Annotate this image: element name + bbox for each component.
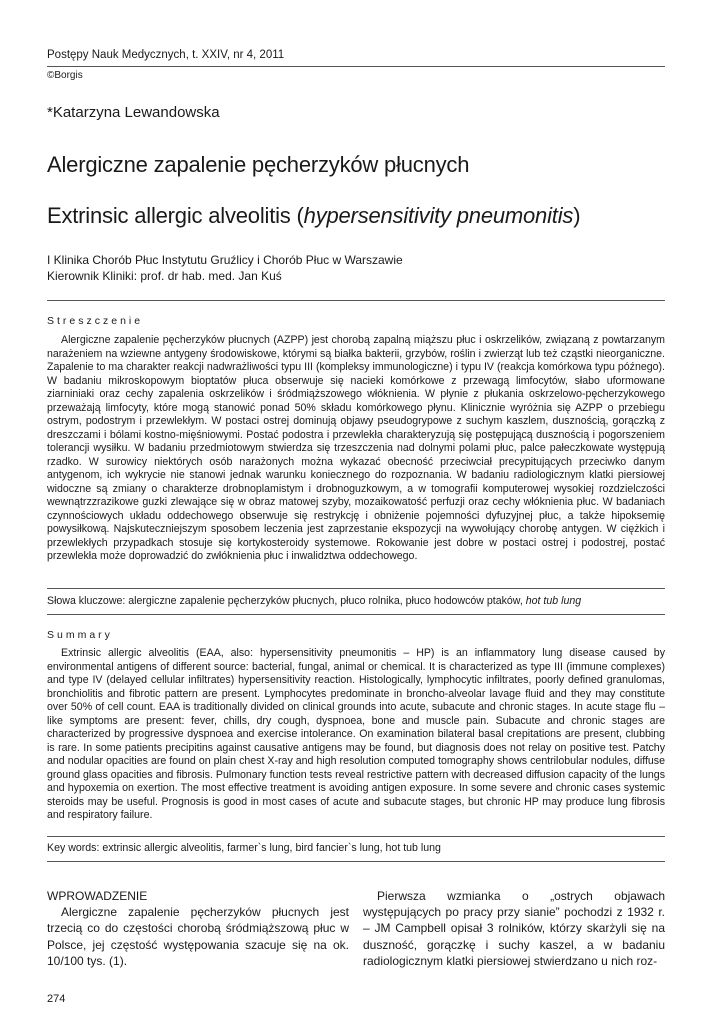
affiliation-institute: I Klinika Chorób Płuc Instytutu Gruźlicy i Chorób Płuc w Warszawie <box>47 253 403 267</box>
journal-header: Postępy Nauk Medycznych, t. XXIV, nr 4, 2011 <box>47 49 285 61</box>
streszczenie-heading: Streszczenie <box>47 315 144 327</box>
summary-text: Extrinsic allergic alveolitis (EAA, also: hypersensitivity pneumonitis – HP) is an inflammatory lung disease caused by environmental antigens of different source: bacterial, fungal, animal or chemical. It is characterized as type III (immune complexes) and type IV (delayed cellular infiltrates) hypersensitivity reaction. Histologically, lymphocytic infiltrates, poorly defined granulomas, bronchiolitis and fibrotic pattern are present. Lymphocytes predominate in broncho-alveolar lavage fluid and they may constitute over 50% of cell count. EAA is traditionally divided on clinical grounds into acute, subacute and chronic stages. In acute stage flu – like symptoms are present: fever, chills, dry cough, dyspnoea, bone and muscle pain. Subacute and chronic stages are characterized by progressive dyspnoea and exercise intolerance. On examination bilateral basal crepitations are present, clubbing is rare. In some patients precipitins against causative antigens may be found, but diagnosis does not relay on positive test. Patchy and nodular opacities are found on plain chest X-ray and high resolution computed tomography shows centrilobular nodules, diffuse ground glass opacities and fibrosis. Pulmonary function tests reveal restrictive pattern with decreased diffusion capacity of the lungs and hypoxemia on exertion. The most effective treatment is avoiding antigen exposure. In some severe and chronic cases systemic steroids may be useful. Prognosis is good in most cases of acute and subacute stages, but chronic HP may produce lung fibrosis and respiratory failure. <box>47 647 665 821</box>
title-english-italic: hypersensitivity pneumonitis <box>303 203 574 228</box>
right-column <box>363 888 665 969</box>
header-rule <box>47 66 665 67</box>
keywords-polish-text: Słowa kluczowe: alergiczne zapalenie pęcherzyków płucnych, płuco rolnika, płuco hodowców ptaków, <box>47 595 526 607</box>
affiliation <box>47 252 403 284</box>
title-polish: Alergiczne zapalenie pęcherzyków płucnych <box>47 152 470 177</box>
keywords-en-top-rule <box>47 836 665 837</box>
title-english-close: ) <box>573 203 581 228</box>
intro-paragraph: Alergiczne zapalenie pęcherzyków płucnych jest trzecią co do częstości chorobą śródmiąższową płuc w Polsce, jej częstość występowania szacuje się na ok. 10/100 tys. (1). <box>47 905 349 968</box>
section-heading: WPROWADZENIE <box>47 889 148 903</box>
keywords-pl-bottom-rule <box>47 614 665 615</box>
left-column <box>47 888 349 969</box>
keywords-en-bottom-rule <box>47 861 665 862</box>
title-english-text: Extrinsic allergic alveolitis ( <box>47 203 304 228</box>
keywords-polish-italic: hot tub lung <box>525 595 582 607</box>
streszczenie-text: Alergiczne zapalenie pęcherzyków płucnych (AZPP) jest chorobą zapalną miąższu płuc i oskrzelików, związaną z powtarzanym narażeniem na wziewne antygeny środowiskowe, którymi są białka bakterii, grzybów, roślin i zwierząt lub też cząstki nieorganiczne. Zapalenie to ma charakter reakcji nadwrażliwości typu III (kompleksy immunologiczne) i typu IV (reakcja komórkowa typu późnego). W badaniu mikroskopowym bioptatów płuca obserwuje się nacieki komórkowe z przewagą limfocytów, słabo uformowane ziarniniaki oraz cechy zapalenia oskrzelików i śródmiąższowego włóknienia. W płynie z płukania oskrzelowo-pęcherzykowego przeważają limfocyty, które mogą stanowić ponad 50% składu komórkowego płynu. Klinicznie wyróżnia się AZPP o przebiegu ostrym, podostrym i przewlekłym. W postaci ostrej dominują objawy pseudogrypowe z suchym kaszlem, dusznością, gorączką z dreszczami i bólami kostno-mięśniowymi. Postać podostra i przewlekła charakteryzują się postępującą dusznością i pogorszeniem tolerancji wysiłku. W badaniu przedmiotowym stwierdza się trzeszczenia nad dolnymi polami płuc, palce pałeczkowate występują rzadko. W surowicy niektórych osób narażonych można wykazać obecność przeciwciał precypitujących przeciwko danym antygenom, ich wykrycie nie stanowi jednak warunku koniecznego do rozpoznania. W badaniu radiologicznym klatki piersiowej widoczne są zmiany o charakterze drobnoplamistym i drobnoguzkowym, a w tomografii komputerowej wysokiej rozdzielczości wewnątrzzrazikowe guzki zlewające się w obraz matowej szyby, mozaikowatość perfuzji oraz cechy włóknienia płuc. W badaniach czynnościowych układu oddechowego obserwuje się restrykcję i obniżenie pojemności dyfuzyjnej płuc, a także hipoksemię powysiłkową. Najskuteczniejszym sposobem leczenia jest zaprzestanie ekspozycji na wywołujący chorobę antygen. W ciężkich i przewlekłych przypadkach stosuje się kortykosteroidy systemowe. Rokowanie jest dobre w postaci ostrej i podostrej, postać przewlekła może doprowadzić do zwłóknienia płuc i inwalidztwa oddechowego. <box>47 334 665 562</box>
history-paragraph: Pierwsza wzmianka o „ostrych objawach występujących po pracy przy sianie” pochodzi z 1932 r. – JM Campbell opisał 3 rolników, którzy skarżyli się na duszność, gorączkę i suchy kaszel, a w badaniu radiologicznym klatki piersiowej stwierdzano u nich roz- <box>363 889 665 968</box>
summary-heading: Summary <box>47 629 113 641</box>
affiliation-head: Kierownik Kliniki: prof. dr hab. med. Jan Kuś <box>47 269 282 283</box>
keywords-polish <box>47 595 665 607</box>
keywords-pl-top-rule <box>47 588 665 589</box>
keywords-english: Key words: extrinsic allergic alveolitis, farmer`s lung, bird fancier`s lung, hot tub lung <box>47 842 441 854</box>
abstract-top-rule <box>47 300 665 301</box>
author: *Katarzyna Lewandowska <box>47 104 220 121</box>
page-number: 274 <box>47 993 66 1005</box>
copyright: ©Borgis <box>47 70 83 81</box>
title-english <box>47 203 580 229</box>
